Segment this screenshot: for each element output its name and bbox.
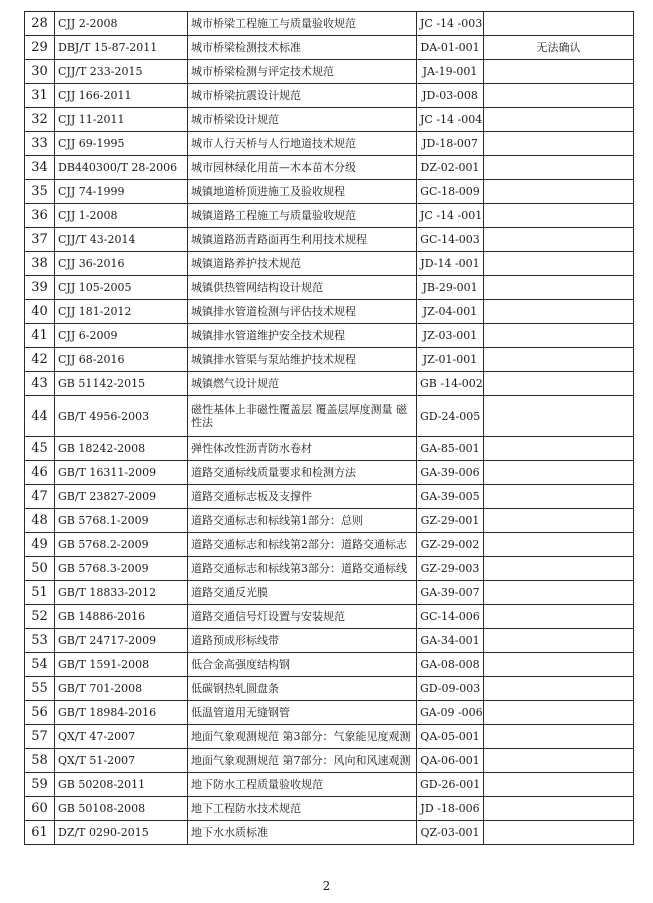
table-row bbox=[25, 36, 634, 60]
standard-number-cell: CJJ 2-2008 bbox=[55, 12, 188, 36]
table-row bbox=[25, 653, 634, 677]
standard-number-cell: GB 5768.3-2009 bbox=[55, 557, 188, 581]
table-row bbox=[25, 228, 634, 252]
standard-number-cell: CJJ 166-2011 bbox=[55, 84, 188, 108]
remark-cell bbox=[484, 156, 634, 180]
classification-code-cell: JD-03-008 bbox=[417, 84, 484, 108]
standard-name-cell: 道路交通信号灯设置与安装规范 bbox=[188, 605, 417, 629]
standard-number-cell: CJJ 1-2008 bbox=[55, 204, 188, 228]
row-number-cell: 42 bbox=[25, 348, 55, 372]
standard-number-cell: GB 50108-2008 bbox=[55, 797, 188, 821]
table-row bbox=[25, 204, 634, 228]
table-row bbox=[25, 677, 634, 701]
standard-name-cell: 城镇道路养护技术规范 bbox=[188, 252, 417, 276]
table-row bbox=[25, 701, 634, 725]
classification-code-cell: GC-18-009 bbox=[417, 180, 484, 204]
table-row bbox=[25, 557, 634, 581]
remark-cell bbox=[484, 324, 634, 348]
row-number-cell: 51 bbox=[25, 581, 55, 605]
row-number-cell: 40 bbox=[25, 300, 55, 324]
standard-number-cell: GB/T 16311-2009 bbox=[55, 461, 188, 485]
remark-cell bbox=[484, 60, 634, 84]
standards-table bbox=[24, 11, 634, 845]
classification-code-cell: GD-26-001 bbox=[417, 773, 484, 797]
remark-cell bbox=[484, 821, 634, 845]
standard-name-cell: 城市桥梁检测技术标准 bbox=[188, 36, 417, 60]
standard-number-cell: CJJ 181-2012 bbox=[55, 300, 188, 324]
standard-number-cell: GB/T 701-2008 bbox=[55, 677, 188, 701]
standard-number-cell: GB/T 24717-2009 bbox=[55, 629, 188, 653]
remark-cell bbox=[484, 252, 634, 276]
row-number-cell: 34 bbox=[25, 156, 55, 180]
standard-number-cell: GB 14886-2016 bbox=[55, 605, 188, 629]
standard-number-cell: CJJ 6-2009 bbox=[55, 324, 188, 348]
classification-code-cell: GC-14-006 bbox=[417, 605, 484, 629]
standard-number-cell: CJJ 11-2011 bbox=[55, 108, 188, 132]
remark-cell bbox=[484, 797, 634, 821]
table-row bbox=[25, 509, 634, 533]
row-number-cell: 48 bbox=[25, 509, 55, 533]
row-number-cell: 57 bbox=[25, 725, 55, 749]
standard-name-cell: 低碳钢热轧圆盘条 bbox=[188, 677, 417, 701]
remark-cell bbox=[484, 348, 634, 372]
classification-code-cell: JA-19-001 bbox=[417, 60, 484, 84]
row-number-cell: 55 bbox=[25, 677, 55, 701]
table-row bbox=[25, 605, 634, 629]
classification-code-cell: JD-14 -001 bbox=[417, 252, 484, 276]
standard-name-cell: 城市桥梁工程施工与质量验收规范 bbox=[188, 12, 417, 36]
row-number-cell: 30 bbox=[25, 60, 55, 84]
row-number-cell: 35 bbox=[25, 180, 55, 204]
row-number-cell: 60 bbox=[25, 797, 55, 821]
table-row bbox=[25, 461, 634, 485]
table-row bbox=[25, 821, 634, 845]
table-row bbox=[25, 348, 634, 372]
standard-name-cell: 道路交通标志板及支撑件 bbox=[188, 485, 417, 509]
row-number-cell: 39 bbox=[25, 276, 55, 300]
remark-cell bbox=[484, 725, 634, 749]
row-number-cell: 58 bbox=[25, 749, 55, 773]
standard-number-cell: DZ/T 0290-2015 bbox=[55, 821, 188, 845]
standard-name-cell: 地下水水质标准 bbox=[188, 821, 417, 845]
standard-name-cell: 城镇地道桥顶进施工及验收规程 bbox=[188, 180, 417, 204]
classification-code-cell: GZ-29-002 bbox=[417, 533, 484, 557]
row-number-cell: 28 bbox=[25, 12, 55, 36]
standard-number-cell: GB 51142-2015 bbox=[55, 372, 188, 396]
classification-code-cell: GB -14-002 bbox=[417, 372, 484, 396]
standard-number-cell: CJJ 105-2005 bbox=[55, 276, 188, 300]
remark-cell bbox=[484, 653, 634, 677]
row-number-cell: 41 bbox=[25, 324, 55, 348]
standard-name-cell: 城市桥梁检测与评定技术规范 bbox=[188, 60, 417, 84]
table-row bbox=[25, 180, 634, 204]
table-row bbox=[25, 797, 634, 821]
table-row bbox=[25, 533, 634, 557]
standard-number-cell: CJJ 36-2016 bbox=[55, 252, 188, 276]
standard-number-cell: DBJ/T 15-87-2011 bbox=[55, 36, 188, 60]
remark-cell bbox=[484, 773, 634, 797]
table-row bbox=[25, 725, 634, 749]
row-number-cell: 47 bbox=[25, 485, 55, 509]
standard-name-cell: 城市人行天桥与人行地道技术规范 bbox=[188, 132, 417, 156]
classification-code-cell: GA-85-001 bbox=[417, 437, 484, 461]
row-number-cell: 45 bbox=[25, 437, 55, 461]
standard-name-cell: 城镇排水管道检测与评估技术规程 bbox=[188, 300, 417, 324]
remark-cell bbox=[484, 84, 634, 108]
remark-cell bbox=[484, 581, 634, 605]
standard-name-cell: 道路交通标线质量要求和检测方法 bbox=[188, 461, 417, 485]
classification-code-cell: JZ-03-001 bbox=[417, 324, 484, 348]
remark-cell bbox=[484, 701, 634, 725]
table-row bbox=[25, 581, 634, 605]
row-number-cell: 46 bbox=[25, 461, 55, 485]
classification-code-cell: JC -14 -004 bbox=[417, 108, 484, 132]
standard-number-cell: CJJ/T 233-2015 bbox=[55, 60, 188, 84]
classification-code-cell: JD-18-007 bbox=[417, 132, 484, 156]
row-number-cell: 33 bbox=[25, 132, 55, 156]
standard-number-cell: DB440300/T 28-2006 bbox=[55, 156, 188, 180]
row-number-cell: 36 bbox=[25, 204, 55, 228]
standard-name-cell: 城镇排水管道维护安全技术规程 bbox=[188, 324, 417, 348]
classification-code-cell: JC -14 -003 bbox=[417, 12, 484, 36]
standard-number-cell: GB 5768.2-2009 bbox=[55, 533, 188, 557]
standard-number-cell: GB/T 18984-2016 bbox=[55, 701, 188, 725]
standard-name-cell: 地下工程防水技术规范 bbox=[188, 797, 417, 821]
table-row bbox=[25, 773, 634, 797]
row-number-cell: 37 bbox=[25, 228, 55, 252]
row-number-cell: 49 bbox=[25, 533, 55, 557]
classification-code-cell: GA-34-001 bbox=[417, 629, 484, 653]
standard-number-cell: CJJ/T 43-2014 bbox=[55, 228, 188, 252]
standard-number-cell: GB/T 23827-2009 bbox=[55, 485, 188, 509]
classification-code-cell: JZ-04-001 bbox=[417, 300, 484, 324]
standard-name-cell: 城市桥梁设计规范 bbox=[188, 108, 417, 132]
standard-number-cell: CJJ 69-1995 bbox=[55, 132, 188, 156]
row-number-cell: 53 bbox=[25, 629, 55, 653]
table-row bbox=[25, 396, 634, 437]
table-row bbox=[25, 252, 634, 276]
row-number-cell: 59 bbox=[25, 773, 55, 797]
standard-name-cell: 低合金高强度结构钢 bbox=[188, 653, 417, 677]
standard-name-cell: 城镇供热管网结构设计规范 bbox=[188, 276, 417, 300]
table-row bbox=[25, 108, 634, 132]
standard-name-cell: 道路预成形标线带 bbox=[188, 629, 417, 653]
row-number-cell: 29 bbox=[25, 36, 55, 60]
row-number-cell: 31 bbox=[25, 84, 55, 108]
remark-cell bbox=[484, 108, 634, 132]
standard-name-cell: 低温管道用无缝钢管 bbox=[188, 701, 417, 725]
standard-name-cell: 磁性基体上非磁性覆盖层 覆盖层厚度测量 磁性法 bbox=[188, 396, 417, 437]
standard-number-cell: QX/T 47-2007 bbox=[55, 725, 188, 749]
standard-name-cell: 城镇道路沥青路面再生利用技术规程 bbox=[188, 228, 417, 252]
standard-number-cell: GB/T 1591-2008 bbox=[55, 653, 188, 677]
remark-cell bbox=[484, 629, 634, 653]
remark-cell bbox=[484, 485, 634, 509]
standard-name-cell: 道路交通标志和标线第2部分：道路交通标志 bbox=[188, 533, 417, 557]
standard-name-cell: 道路交通标志和标线第1部分：总则 bbox=[188, 509, 417, 533]
classification-code-cell: JZ-01-001 bbox=[417, 348, 484, 372]
standard-name-cell: 道路交通反光膜 bbox=[188, 581, 417, 605]
standard-name-cell: 地面气象观测规范 第3部分：气象能见度观测 bbox=[188, 725, 417, 749]
standard-name-cell: 城镇道路工程施工与质量验收规范 bbox=[188, 204, 417, 228]
table-row bbox=[25, 12, 634, 36]
classification-code-cell: GD-24-005 bbox=[417, 396, 484, 437]
standards-table-body bbox=[25, 12, 634, 845]
table-row bbox=[25, 300, 634, 324]
row-number-cell: 32 bbox=[25, 108, 55, 132]
standard-number-cell: GB 18242-2008 bbox=[55, 437, 188, 461]
classification-code-cell: QZ-03-001 bbox=[417, 821, 484, 845]
remark-cell bbox=[484, 300, 634, 324]
standard-number-cell: GB/T 18833-2012 bbox=[55, 581, 188, 605]
standard-name-cell: 弹性体改性沥青防水卷材 bbox=[188, 437, 417, 461]
classification-code-cell: GA-08-008 bbox=[417, 653, 484, 677]
row-number-cell: 38 bbox=[25, 252, 55, 276]
remark-cell bbox=[484, 12, 634, 36]
table-row bbox=[25, 132, 634, 156]
row-number-cell: 50 bbox=[25, 557, 55, 581]
remark-cell bbox=[484, 461, 634, 485]
standard-number-cell: GB 50208-2011 bbox=[55, 773, 188, 797]
classification-code-cell: JD -18-006 bbox=[417, 797, 484, 821]
standard-number-cell: CJJ 74-1999 bbox=[55, 180, 188, 204]
table-row bbox=[25, 276, 634, 300]
standard-number-cell: GB 5768.1-2009 bbox=[55, 509, 188, 533]
table-row bbox=[25, 629, 634, 653]
classification-code-cell: JB-29-001 bbox=[417, 276, 484, 300]
classification-code-cell: GA-39-007 bbox=[417, 581, 484, 605]
remark-cell bbox=[484, 749, 634, 773]
standard-number-cell: CJJ 68-2016 bbox=[55, 348, 188, 372]
standard-name-cell: 城市桥梁抗震设计规范 bbox=[188, 84, 417, 108]
remark-cell bbox=[484, 677, 634, 701]
table-row bbox=[25, 372, 634, 396]
page-number: 2 bbox=[322, 879, 331, 893]
classification-code-cell: QA-05-001 bbox=[417, 725, 484, 749]
standard-number-cell: GB/T 4956-2003 bbox=[55, 396, 188, 437]
classification-code-cell: GA-39-006 bbox=[417, 461, 484, 485]
row-number-cell: 54 bbox=[25, 653, 55, 677]
table-row bbox=[25, 84, 634, 108]
table-row bbox=[25, 324, 634, 348]
classification-code-cell: QA-06-001 bbox=[417, 749, 484, 773]
classification-code-cell: DZ-02-001 bbox=[417, 156, 484, 180]
standard-name-cell: 地面气象观测规范 第7部分：风向和风速观测 bbox=[188, 749, 417, 773]
remark-cell bbox=[484, 276, 634, 300]
remark-cell bbox=[484, 396, 634, 437]
table-row bbox=[25, 437, 634, 461]
row-number-cell: 56 bbox=[25, 701, 55, 725]
table-row bbox=[25, 749, 634, 773]
standard-number-cell: QX/T 51-2007 bbox=[55, 749, 188, 773]
standard-name-cell: 城镇排水管渠与泵站维护技术规程 bbox=[188, 348, 417, 372]
classification-code-cell: GZ-29-001 bbox=[417, 509, 484, 533]
remark-cell bbox=[484, 372, 634, 396]
row-number-cell: 44 bbox=[25, 396, 55, 437]
row-number-cell: 52 bbox=[25, 605, 55, 629]
standard-name-cell: 城市园林绿化用苗—木本苗木分级 bbox=[188, 156, 417, 180]
classification-code-cell: GC-14-003 bbox=[417, 228, 484, 252]
table-row bbox=[25, 485, 634, 509]
classification-code-cell: JC -14 -001 bbox=[417, 204, 484, 228]
remark-cell: 无法确认 bbox=[484, 36, 634, 60]
classification-code-cell: DA-01-001 bbox=[417, 36, 484, 60]
remark-cell bbox=[484, 557, 634, 581]
remark-cell bbox=[484, 509, 634, 533]
table-row bbox=[25, 60, 634, 84]
classification-code-cell: GA-39-005 bbox=[417, 485, 484, 509]
row-number-cell: 43 bbox=[25, 372, 55, 396]
standard-name-cell: 道路交通标志和标线第3部分：道路交通标线 bbox=[188, 557, 417, 581]
remark-cell bbox=[484, 533, 634, 557]
remark-cell bbox=[484, 204, 634, 228]
classification-code-cell: GA-09 -006 bbox=[417, 701, 484, 725]
row-number-cell: 61 bbox=[25, 821, 55, 845]
standard-name-cell: 城镇燃气设计规范 bbox=[188, 372, 417, 396]
classification-code-cell: GZ-29-003 bbox=[417, 557, 484, 581]
remark-cell bbox=[484, 180, 634, 204]
classification-code-cell: GD-09-003 bbox=[417, 677, 484, 701]
standard-name-cell: 地下防水工程质量验收规范 bbox=[188, 773, 417, 797]
remark-cell bbox=[484, 132, 634, 156]
remark-cell bbox=[484, 437, 634, 461]
table-row bbox=[25, 156, 634, 180]
remark-cell bbox=[484, 605, 634, 629]
remark-cell bbox=[484, 228, 634, 252]
